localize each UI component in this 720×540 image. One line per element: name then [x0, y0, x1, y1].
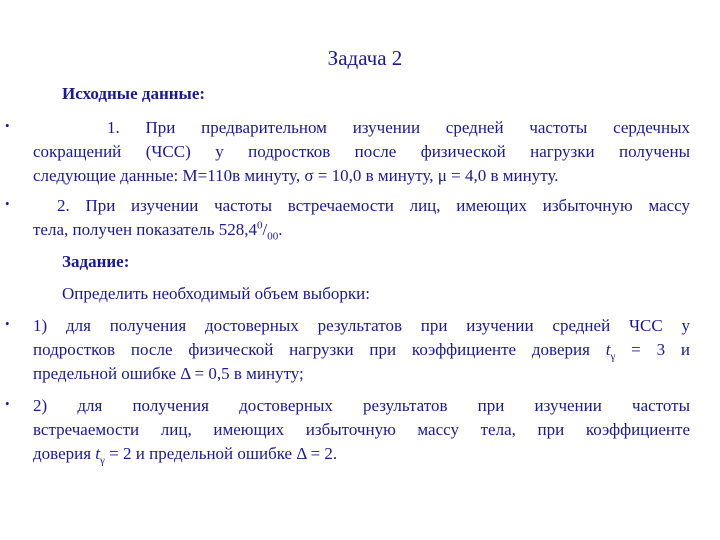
item-1-line-2: сокращений (ЧСС) у подростков после физической нагрузки получены — [33, 142, 690, 161]
task-heading: Задание: — [62, 252, 130, 271]
item-3-line-2-value: = 3 и — [615, 340, 691, 359]
bullet-icon: • — [5, 118, 10, 133]
item-2-line-2 — [33, 218, 690, 242]
item-2-text — [33, 194, 690, 242]
bullet-icon: • — [5, 196, 10, 211]
item-3-line-3: предельной ошибке Δ = 0,5 в минуту; — [33, 364, 304, 383]
item-4-text — [33, 394, 690, 466]
t-symbol: t — [95, 444, 101, 463]
item-4-line-1: 2) для получения достоверных результатов при изучении частоты — [33, 396, 690, 415]
item-3-text — [33, 314, 690, 386]
gamma-subscript: γ — [610, 350, 616, 363]
item-4-line-3 — [33, 442, 690, 466]
superscript-zero: 0 — [256, 219, 263, 232]
subscript-zeros: 00 — [267, 230, 279, 243]
source-data-heading: Исходные данные: — [62, 84, 206, 103]
item-3-line-1: 1) для получения достоверных результатов при изучении средней ЧСС у — [33, 316, 690, 335]
slide-title: Задача 2 — [327, 46, 403, 70]
item-3-line-2 — [33, 338, 690, 362]
item-3-line-2-text: подростков после физической нагрузки при коэффициенте доверия — [33, 340, 606, 359]
item-1-line-3: следующие данные: М=110в минуту, σ = 10,0 в минуту, μ = 4,0 в минуту. — [33, 166, 559, 185]
item-4-line-3-value: = 2 и предельной ошибке Δ = 2. — [104, 444, 338, 463]
bullet-icon: • — [5, 396, 10, 411]
period: . — [278, 220, 283, 239]
slash: / — [262, 220, 268, 239]
item-4-line-3-text: доверия — [33, 444, 96, 463]
task-text: Определить необходимый объем выборки: — [62, 284, 370, 303]
item-1-line-1: 1. При предварительном изучении средней частоты сердечных — [107, 118, 690, 137]
bullet-icon: • — [5, 316, 10, 331]
item-2-line-2-text: тела, получен показатель 528,4 — [33, 220, 257, 239]
item-1-text — [33, 116, 690, 188]
gamma-subscript: γ — [100, 454, 105, 467]
item-4-line-2: встречаемости лиц, имеющих избыточную массу тела, при коэффициенте — [33, 420, 690, 439]
item-2-line-1: 2. При изучении частоты встречаемости лиц, имеющих избыточную массу — [57, 196, 690, 215]
t-symbol: t — [605, 340, 611, 359]
